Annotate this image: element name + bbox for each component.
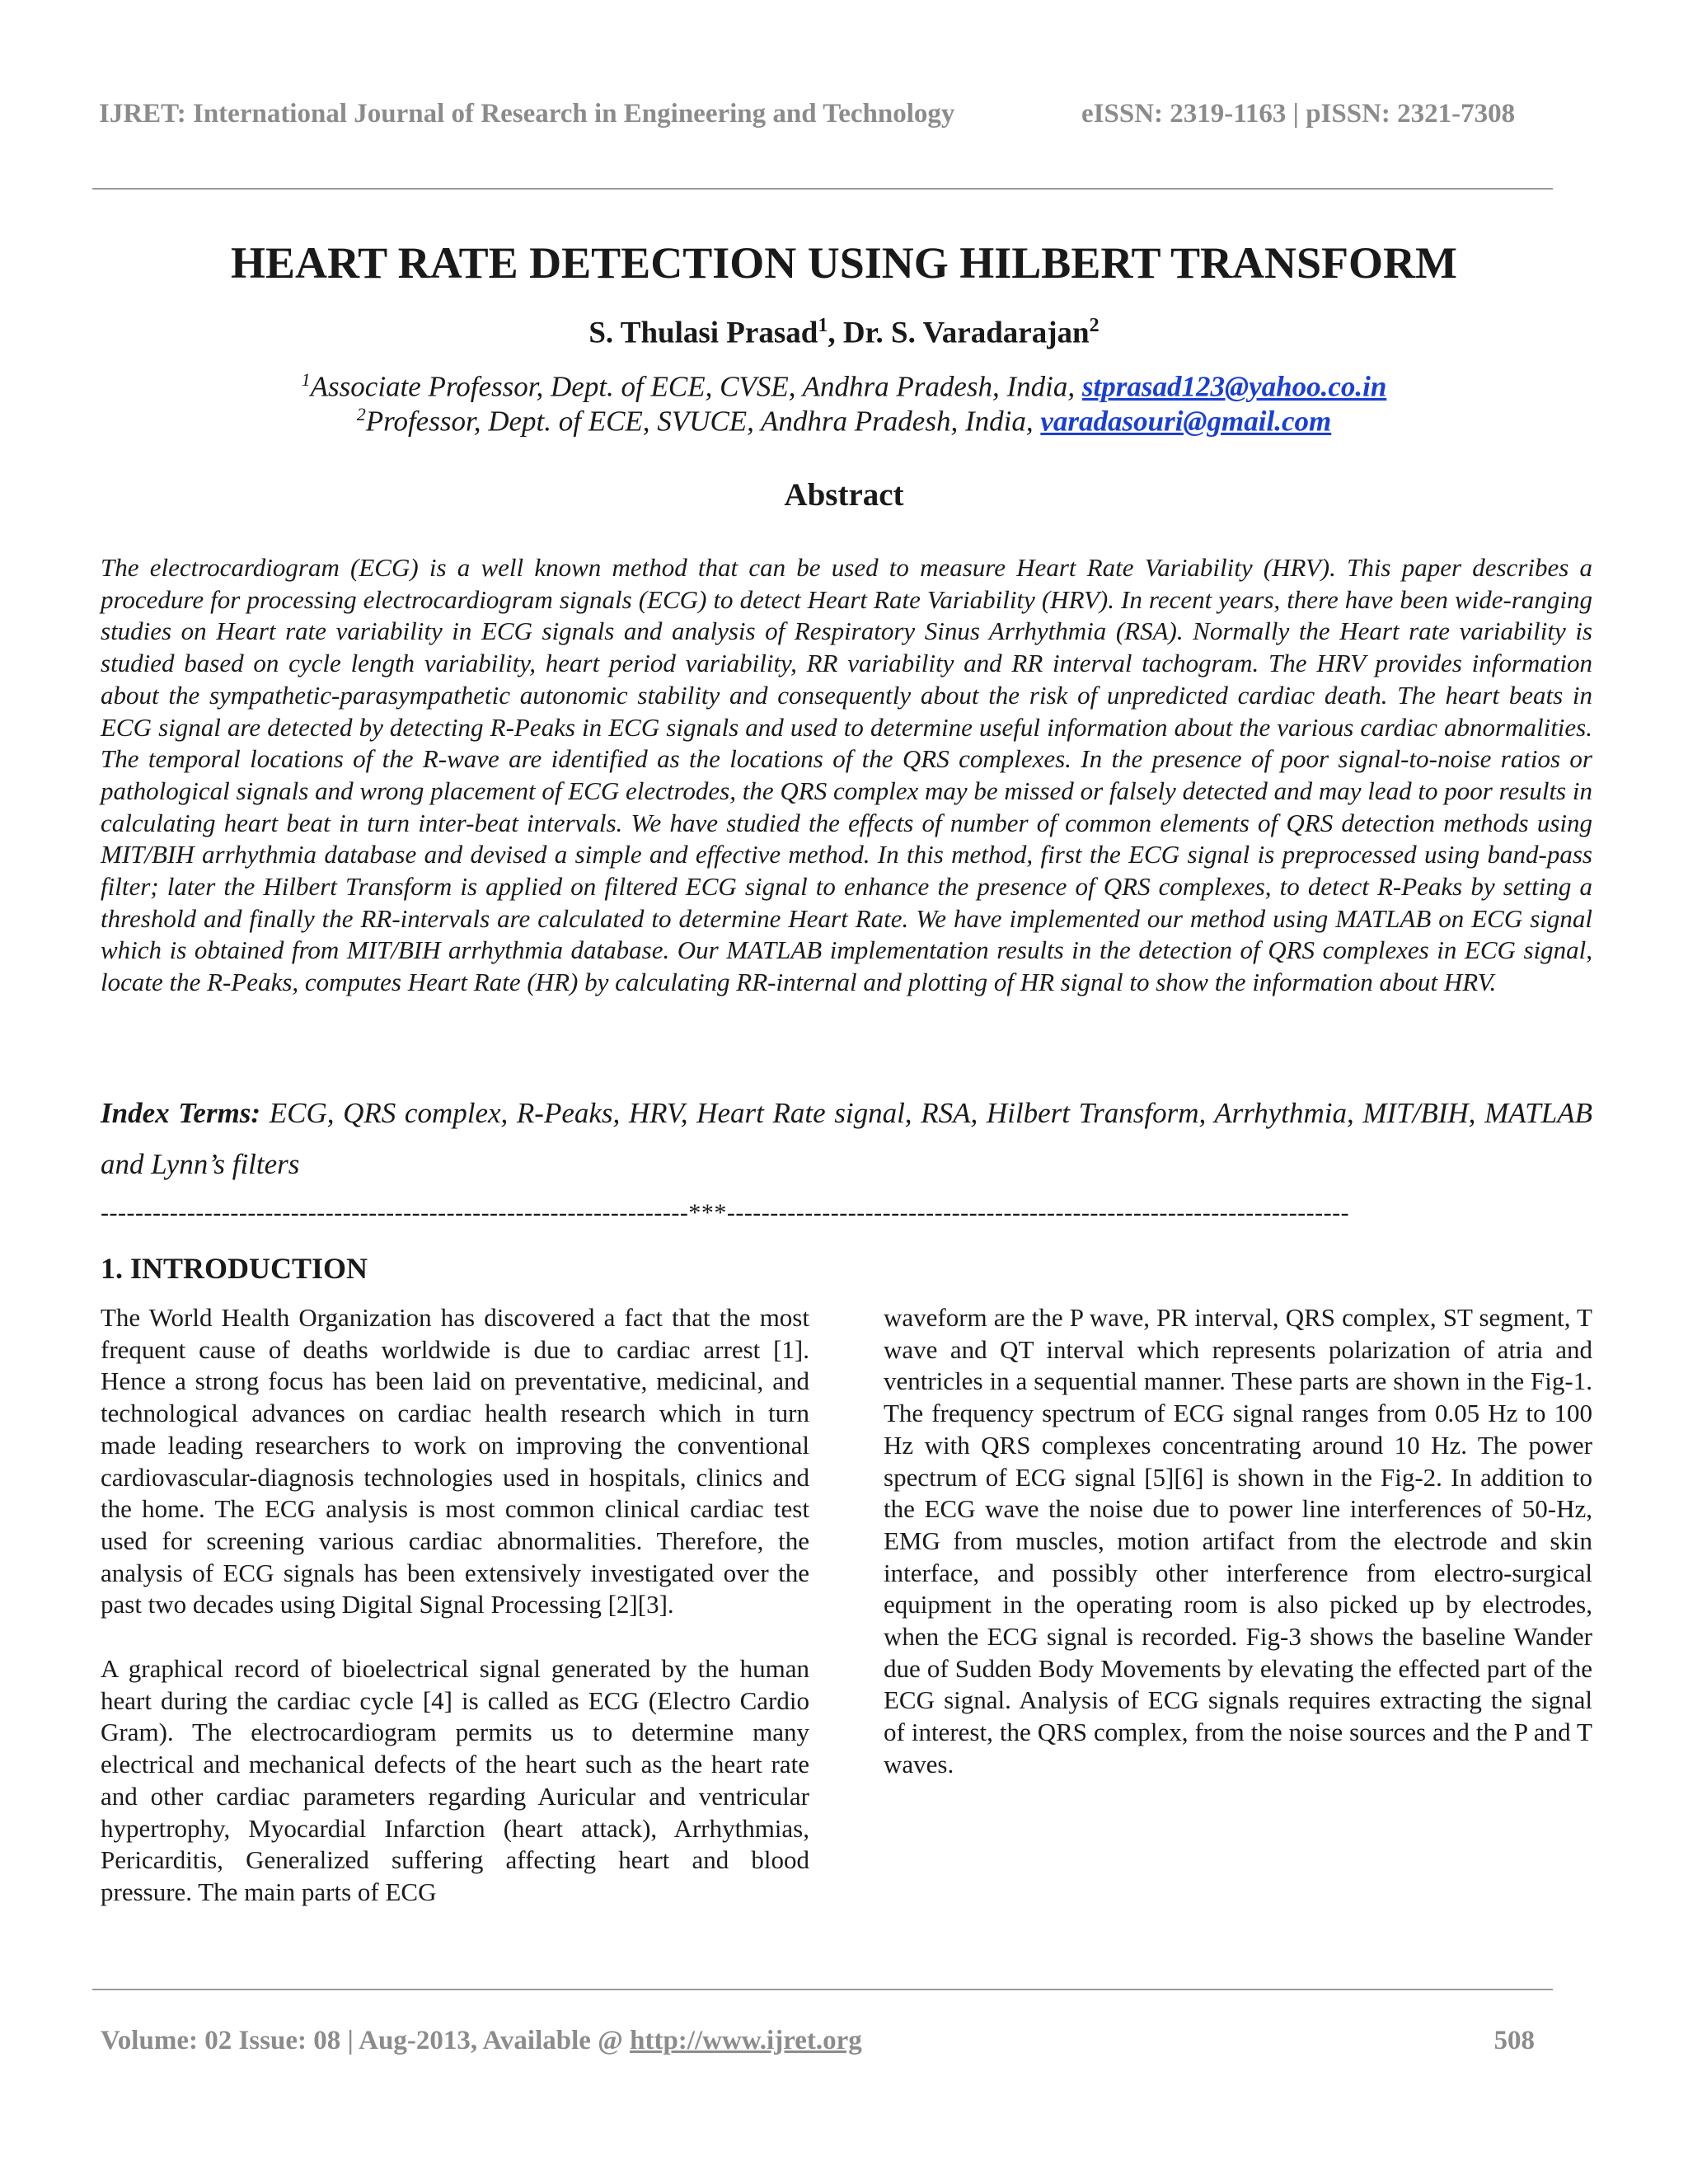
section-separator: --------------------------------------------------------------------***------------------------------------------------------------------------ [101,1199,1350,1226]
author-1: S. Thulasi Prasad [588,316,818,350]
intro-paragraph-3: waveform are the P wave, PR interval, QRS complex, ST segment, T wave and QT interval which represents polarization of atria and ventricles in a sequential manner. These parts are shown in the Fig-1. The frequency spectrum of ECG signal ranges from 0.05 Hz to 100 Hz with QRS complexes concentrating around 10 Hz. The power spectrum of ECG signal [5][6] is shown in the Fig-2. In addition to the ECG wave the noise due to power line interferences of 50-Hz, EMG from muscles, motion artifact from the electrode and skin interface, and possibly other interference from electro-surgical equipment in the operating room is also picked up by electrodes, when the ECG signal is recorded. Fig-3 shows the baseline Wander due of Sudden Body Movements by elevating the effected part of the ECG signal. Analysis of ECG signals requires extracting the signal of interest, the QRS complex, from the noise sources and the P and T waves. [884,1303,1592,1779]
intro-paragraph-2: A graphical record of bioelectrical signal generated by the human heart during the cardiac cycle [4] is called as ECG (Electro Cardio Gram). The electrocardiogram permits us to determine many electrical and mechanical defects of the heart such as the heart rate and other cardiac parameters regarding Auricular and ventricular hypertrophy, Myocardial Infarction (heart attack), Arrhythmias, Pericarditis, Generalized suffering affecting heart and blood pressure. The main parts of ECG [101,1654,809,1906]
intro-paragraph-1: The World Health Organization has discovered a fact that the most frequent cause of deaths worldwide is due to cardiac arrest [1]. Hence a strong focus has been laid on preventative, medicinal, and technological advances on cardiac health research which in turn made leading researchers to work on improving the conventional cardiovascular-diagnosis technologies used in hospitals, clinics and the home. The ECG analysis is most common clinical cardiac test used for screening various cardiac abnormalities. Therefore, the analysis of ECG signals has been extensively investigated over the past two decades using Digital Signal Processing [2][3]. [101,1303,809,1619]
affiliation-1-text: Associate Professor, Dept. of ECE, CVSE, Andhra Pradesh, India, [310,370,1082,403]
section-heading-introduction: 1. INTRODUCTION [101,1252,368,1285]
paper-title: HEART RATE DETECTION USING HILBERT TRANSFORM [230,238,1458,288]
page-footer [101,2026,1535,2056]
footer-volume: Volume: 02 Issue: 08 | Aug-2013, Available @ [101,2026,631,2055]
index-terms-text: ECG, QRS complex, R-Peaks, HRV, Heart Rate signal, RSA, Hilbert Transform, Arrhythmia, MIT/BIH, MATLAB and Lynn’s filters [101,1097,1592,1180]
page-number: 508 [1493,2026,1535,2055]
affiliation-1 [0,369,1688,404]
author-list [0,315,1688,350]
running-header [99,99,1550,129]
right-column [884,1302,1592,1813]
affiliation-2 [0,404,1688,438]
header-rule [92,188,1553,190]
abstract-heading: Abstract [784,477,904,513]
affiliation-1-sup: 1 [301,369,311,390]
left-column [101,1302,809,1941]
author-separator: , [828,316,843,350]
issn: eISSN: 2319-1163 | pISSN: 2321-7308 [1081,99,1516,129]
author-2-sup: 2 [1089,315,1100,336]
email-link-2[interactable]: varadasouri@gmail.com [1040,405,1332,438]
author-2: Dr. S. Varadarajan [842,316,1090,350]
footer-url-link[interactable]: http://www.ijret.org [630,2026,862,2055]
index-terms-label: Index Terms: [101,1097,261,1129]
author-1-sup: 1 [818,315,828,336]
email-link-1[interactable]: stprasad123@yahoo.co.in [1081,370,1387,403]
journal-name: IJRET: International Journal of Research in Engineering and Technology [99,99,955,129]
footer-rule [92,1989,1553,1990]
affiliation-2-sup: 2 [356,404,366,424]
affiliation-2-text: Professor, Dept. of ECE, SVUCE, Andhra Pradesh, India, [365,405,1041,438]
index-terms [101,1088,1592,1190]
abstract-body: The electrocardiogram (ECG) is a well known method that can be used to measure Heart Rate Variability (HRV). This paper describes a procedure for processing electrocardiogram signals (ECG) to detect Heart Rate Variability (HRV). In recent years, there have been wide-ranging studies on Heart rate variability in ECG signals and analysis of Respiratory Sinus Arrhythmia (RSA). Normally the Heart rate variability is studied based on cycle length variability, heart period variability, RR variability and RR interval tachogram. The HRV provides information about the sympathetic-parasympathetic autonomic stability and consequently about the risk of unpredicted cardiac death. The heart beats in ECG signal are detected by detecting R-Peaks in ECG signals and used to determine useful information about the various cardiac abnormalities. The temporal locations of the R-wave are identified as the locations of the QRS complexes. In the presence of poor signal-to-noise ratios or pathological signals and wrong placement of ECG electrodes, the QRS complex may be missed or falsely detected and may lead to poor results in calculating heart beat in turn inter-beat intervals. We have studied the effects of number of common elements of QRS detection methods using MIT/BIH arrhythmia database and devised a simple and effective method. In this method, first the ECG signal is preprocessed using band-pass filter; later the Hilbert Transform is applied on filtered ECG signal to enhance the presence of QRS complexes, to detect R-Peaks by setting a threshold and finally the RR-intervals are calculated to determine Heart Rate. We have implemented our method using MATLAB on ECG signal which is obtained from MIT/BIH arrhythmia database. Our MATLAB implementation results in the detection of QRS complexes in ECG signal, locate the R-Peaks, computes Heart Rate (HR) by calculating RR-internal and plotting of HR signal to show the information about HRV. [101,553,1592,997]
